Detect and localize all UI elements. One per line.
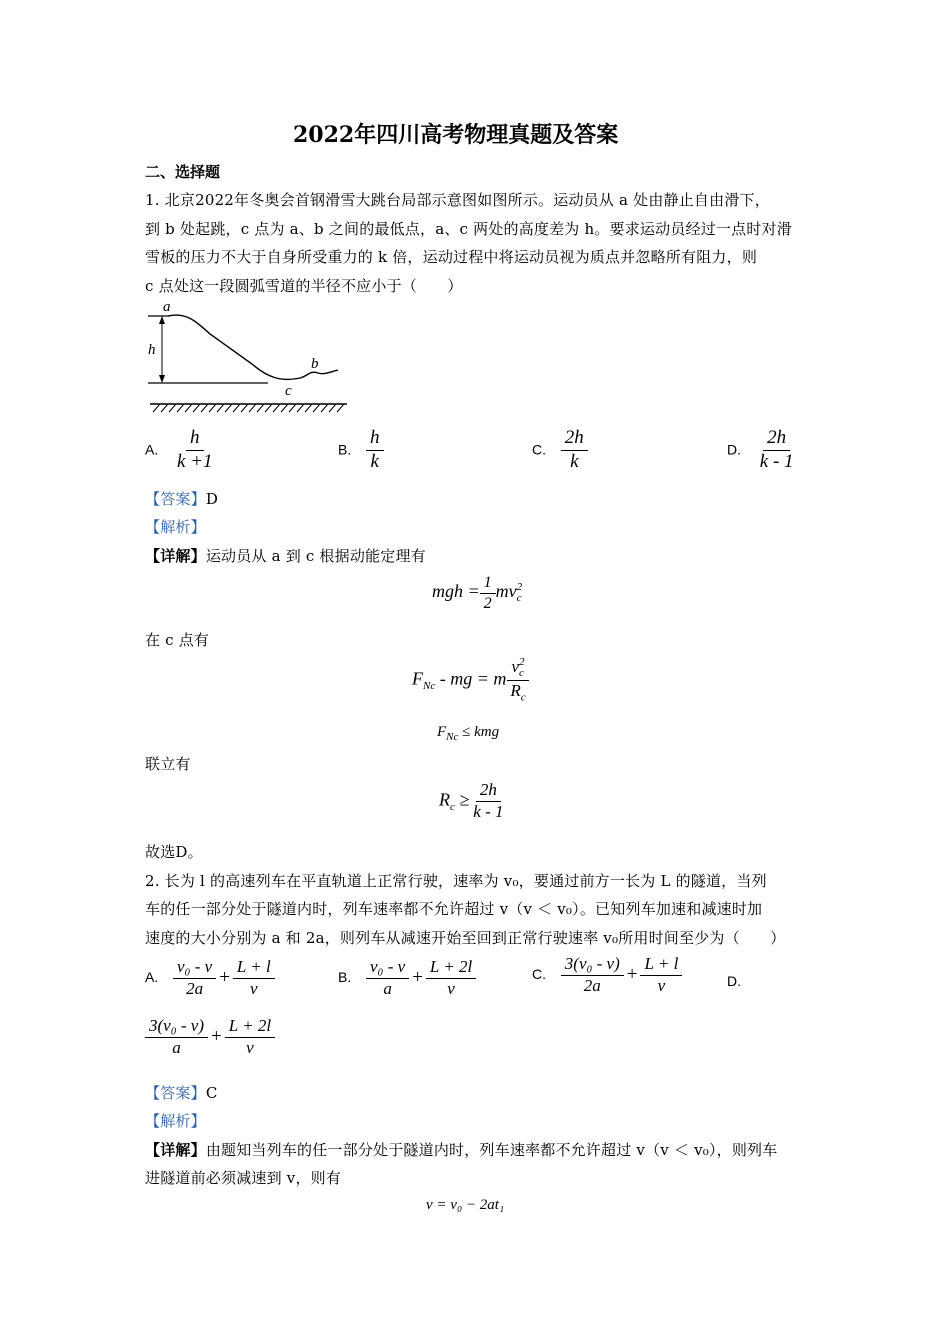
- q2-detail-line-2: 进隧道前必须减速到 v，则有: [145, 1169, 342, 1187]
- ski-jump-figure: [140, 298, 355, 418]
- q2-answer: [145, 1082, 218, 1103]
- q1-at-c: 在 c 点有: [145, 631, 210, 649]
- option-fraction-2-den: v: [447, 978, 455, 998]
- q1-option-a: [145, 428, 217, 473]
- q2-option-d: [145, 1017, 275, 1057]
- q2-equation-1: v = v₀ − 2at₁: [426, 1197, 505, 1213]
- eq-left-sub: Nc: [423, 679, 436, 692]
- eq-sub: c: [450, 800, 455, 813]
- q1-text-line-2: 到 b 处起跳，c 点为 a、b 之间的最低点，a、c 两处的高度差为 h。要求运动员经过一点时对滑: [145, 220, 792, 238]
- eq-den: k - 1: [473, 801, 504, 821]
- eq-num: 1: [480, 574, 496, 594]
- q2-option-b: [338, 958, 476, 998]
- q1-combine: 联立有: [145, 755, 191, 773]
- option-denominator: k - 1: [759, 450, 794, 472]
- option-numerator: h: [186, 428, 204, 451]
- q1-text-line-3: 雪板的压力不大于自身所受重力的 k 倍，运动过程中将运动员视为质点并忽略所有阻力，则: [145, 248, 758, 266]
- eq-sub: Nc: [446, 731, 459, 743]
- figure-label-b: b: [311, 356, 319, 372]
- option-label: A.: [145, 441, 159, 458]
- q1-conclusion: 故选D。: [145, 843, 203, 861]
- q1-text-line-4: c 点处这一段圆弧雪道的半径不应小于（ ）: [145, 277, 463, 295]
- q1-text-line-1: 1. 北京2022年冬奥会首钢滑雪大跳台局部示意图如图所示。运动员从 a 处由静止自由滑下，: [145, 191, 770, 209]
- option-label: C.: [532, 966, 546, 983]
- answer-value: C: [205, 1084, 218, 1102]
- q2-text-line-2: 车的任一部分处于隧道内时，列车速率都不允许超过 v（v ＜ v₀）。已知列车加速和减速时加: [145, 900, 763, 918]
- option-fraction-1-den: a: [383, 978, 392, 998]
- q1-equation-energy: [432, 574, 522, 612]
- plus-sign: +: [210, 1026, 222, 1048]
- eq-left: F: [437, 724, 447, 740]
- option-fraction-1-den: 2a: [186, 978, 204, 998]
- eq-num-sub: c: [519, 667, 524, 679]
- eq-den: R: [510, 681, 521, 700]
- option-denominator: k: [370, 450, 379, 472]
- eq-mid: - mg = m: [435, 668, 507, 689]
- q1-analysis-tag: 【解析】: [145, 518, 206, 536]
- figure-label-h: h: [148, 342, 156, 358]
- option-fraction-2-den: v: [250, 978, 258, 998]
- eq-sup: 2: [516, 581, 523, 594]
- detail-text: 运动员从 a 到 c 根据动能定理有: [205, 547, 426, 565]
- eq-sub: c: [516, 592, 522, 605]
- option-fraction-2-den: v: [657, 975, 666, 995]
- option-label: B.: [338, 441, 352, 458]
- answer-tag: 【答案】: [145, 490, 206, 508]
- eq-left: mgh =: [432, 581, 480, 602]
- q1-equation-result: [439, 781, 508, 821]
- eq-left: R: [439, 789, 450, 810]
- plus-sign: +: [626, 964, 638, 986]
- q2-detail-line-1: [145, 1139, 777, 1160]
- eq-right: mv: [495, 581, 517, 602]
- q1-answer: [145, 488, 218, 509]
- q1-detail: [145, 545, 426, 566]
- q2-text-line-1: 2. 长为 l 的高速列车在平直轨道上正常行驶，速率为 v₀，要通过前方一长为 L 的隧道，当列: [145, 872, 767, 890]
- q1-option-d: [727, 428, 798, 473]
- option-numerator: h: [366, 428, 384, 451]
- eq-rel: ≥: [454, 789, 470, 810]
- page-title: 2022年四川高考物理真题及答案: [293, 122, 619, 148]
- q1-equation-force: [412, 657, 530, 703]
- option-label: B.: [338, 969, 352, 986]
- option-fraction-2-num: L + l: [640, 955, 682, 976]
- option-fraction-2-den: v: [246, 1037, 254, 1057]
- option-fraction-2-num: L + 2l: [225, 1017, 275, 1038]
- option-fraction-1-den: 2a: [583, 975, 601, 995]
- plus-sign: +: [412, 967, 423, 989]
- q2-text-line-3: 速度的大小分别为 a 和 2a，则列车从减速开始至回到正常行驶速率 v₀所用时间至少为（ ）: [145, 929, 786, 947]
- plus-sign: +: [219, 967, 230, 989]
- eq-num-sup: 2: [519, 656, 525, 668]
- height-arrow-up: [159, 316, 165, 324]
- q2-option-d-label: [727, 972, 741, 990]
- eq-rest: ≤ kmg: [458, 724, 500, 740]
- eq-den-sub: c: [520, 691, 526, 704]
- option-numerator: 2h: [763, 428, 790, 451]
- q2-option-a: [145, 958, 275, 998]
- option-numerator: 2h: [561, 428, 588, 451]
- option-fraction-1-num: 3(v₀ - v): [145, 1017, 208, 1038]
- option-fraction-2-num: L + 2l: [426, 958, 476, 979]
- answer-value: D: [205, 490, 219, 508]
- q1-equation-inequality: [437, 724, 499, 743]
- q1-option-c: [532, 428, 588, 473]
- option-label: A.: [145, 969, 159, 986]
- section-heading: 二、选择题: [145, 163, 221, 181]
- figure-label-a: a: [163, 299, 171, 315]
- detail-tag: 【详解】: [145, 547, 206, 565]
- option-fraction-1-num: v₀ - v: [173, 958, 216, 979]
- option-denominator: k: [570, 450, 579, 472]
- q1-option-b: [338, 428, 384, 473]
- option-fraction-2-num: L + l: [233, 958, 275, 979]
- option-fraction-1-num: v₀ - v: [366, 958, 409, 979]
- eq-num: v: [511, 656, 520, 676]
- eq-left: F: [412, 668, 423, 689]
- detail-tag: 【详解】: [145, 1141, 206, 1159]
- option-fraction-1-den: a: [172, 1037, 181, 1057]
- q2-option-c: [532, 955, 682, 995]
- detail-text: 由题知当列车的任一部分处于隧道内时，列车速率都不允许超过 v（v ＜ v₀），则列车: [205, 1141, 778, 1159]
- height-arrow-down: [159, 375, 165, 383]
- answer-tag: 【答案】: [145, 1084, 206, 1102]
- option-denominator: k +1: [177, 450, 213, 472]
- eq-den: 2: [483, 594, 492, 612]
- q2-analysis-tag: 【解析】: [145, 1112, 206, 1130]
- option-label: D.: [727, 973, 741, 989]
- eq-num: 2h: [476, 781, 501, 802]
- option-label: C.: [532, 441, 546, 458]
- figure-label-c: c: [285, 383, 292, 399]
- option-label: D.: [727, 441, 741, 458]
- ground-hatching: [153, 404, 344, 412]
- option-fraction-1-num: 3(v₀ - v): [561, 955, 624, 976]
